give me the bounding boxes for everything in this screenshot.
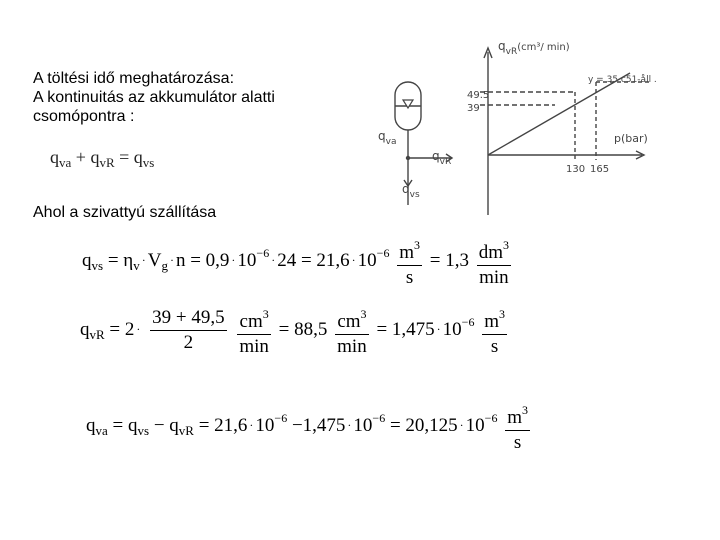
characteristic-line xyxy=(488,73,630,155)
intro-text xyxy=(33,69,275,126)
qvr-equation: $q_{vR} = 2$ · $\frac{39 + 49,5}{2}$ $\frac{cm^3}{\min}$ = 88,5 $\frac{cm^3}{\min}$ = $1,475 \cdot 10^{-6}$ $\frac{m^3}{s}$ xyxy=(80,302,510,359)
qvr-unit-fraction-2: $\frac{cm^3}{\min}$ xyxy=(335,302,369,359)
qvs-equation: $q_{vs} = \eta_v \cdot V_g \cdot n = 0,9 \cdot 10^{-6} \cdot 24 = 21,6 \cdot 10^{-6}$ $\frac{m^3}{s}$ = 1,3 $\frac{dm^3}{\min}$ xyxy=(82,233,514,290)
pump-label: Ahol a szivattyú szállítása xyxy=(33,204,217,221)
label-qvr-node: $q_{vR}$ xyxy=(432,149,452,167)
qva-unit-fraction: $\frac{m^3}{s}$ xyxy=(505,398,530,455)
tick-y-49-5: 49.5 xyxy=(467,90,490,101)
tick-y-39: 39 xyxy=(467,103,480,114)
qvr-unit-fraction-1: $\frac{cm^3}{\min}$ xyxy=(237,302,271,359)
axis-x-label: p(bar) xyxy=(614,132,648,145)
qvr-unit-fraction-3: $\frac{m^3}{s}$ xyxy=(482,302,507,359)
label-qvs: $q_{vs}$ xyxy=(402,182,420,200)
line-note: y = 35 c51-åll . xyxy=(588,75,657,85)
accumulator-sketch xyxy=(370,30,690,245)
intro-line-1: A töltési idő meghatározása: xyxy=(33,70,235,87)
qva-equation: $q_{va} = q_{vs} - q_{vR} = 21,6 \cdot 10^{-6} -1,475 \cdot 10^{-6} = 20,125 \cdot 10^{-6}$ $\frac{m^3}{s}$ xyxy=(86,398,533,455)
continuity-equation: $q_{va} + q_{vR} = q_{vs}$ xyxy=(50,147,155,170)
intro-line-3: csomópontra : xyxy=(33,108,135,125)
qvs-unit-fraction-1: $\frac{m^3}{s}$ xyxy=(397,233,422,290)
intro-line-2: A kontinuitás az akkumulátor alatti xyxy=(33,89,275,106)
tick-x-165: 165 xyxy=(590,164,610,175)
label-qva: $q_{va}$ xyxy=(378,129,397,147)
qvs-unit-fraction-2: $\frac{dm^3}{\min}$ xyxy=(477,233,511,290)
axis-y-label: $q_{vR}^{(cm^3/ min)}$ xyxy=(498,39,570,57)
tick-x-130: 130 xyxy=(566,164,586,175)
qvr-fraction-values: $\frac{39 + 49,5}{2}$ xyxy=(152,307,225,353)
